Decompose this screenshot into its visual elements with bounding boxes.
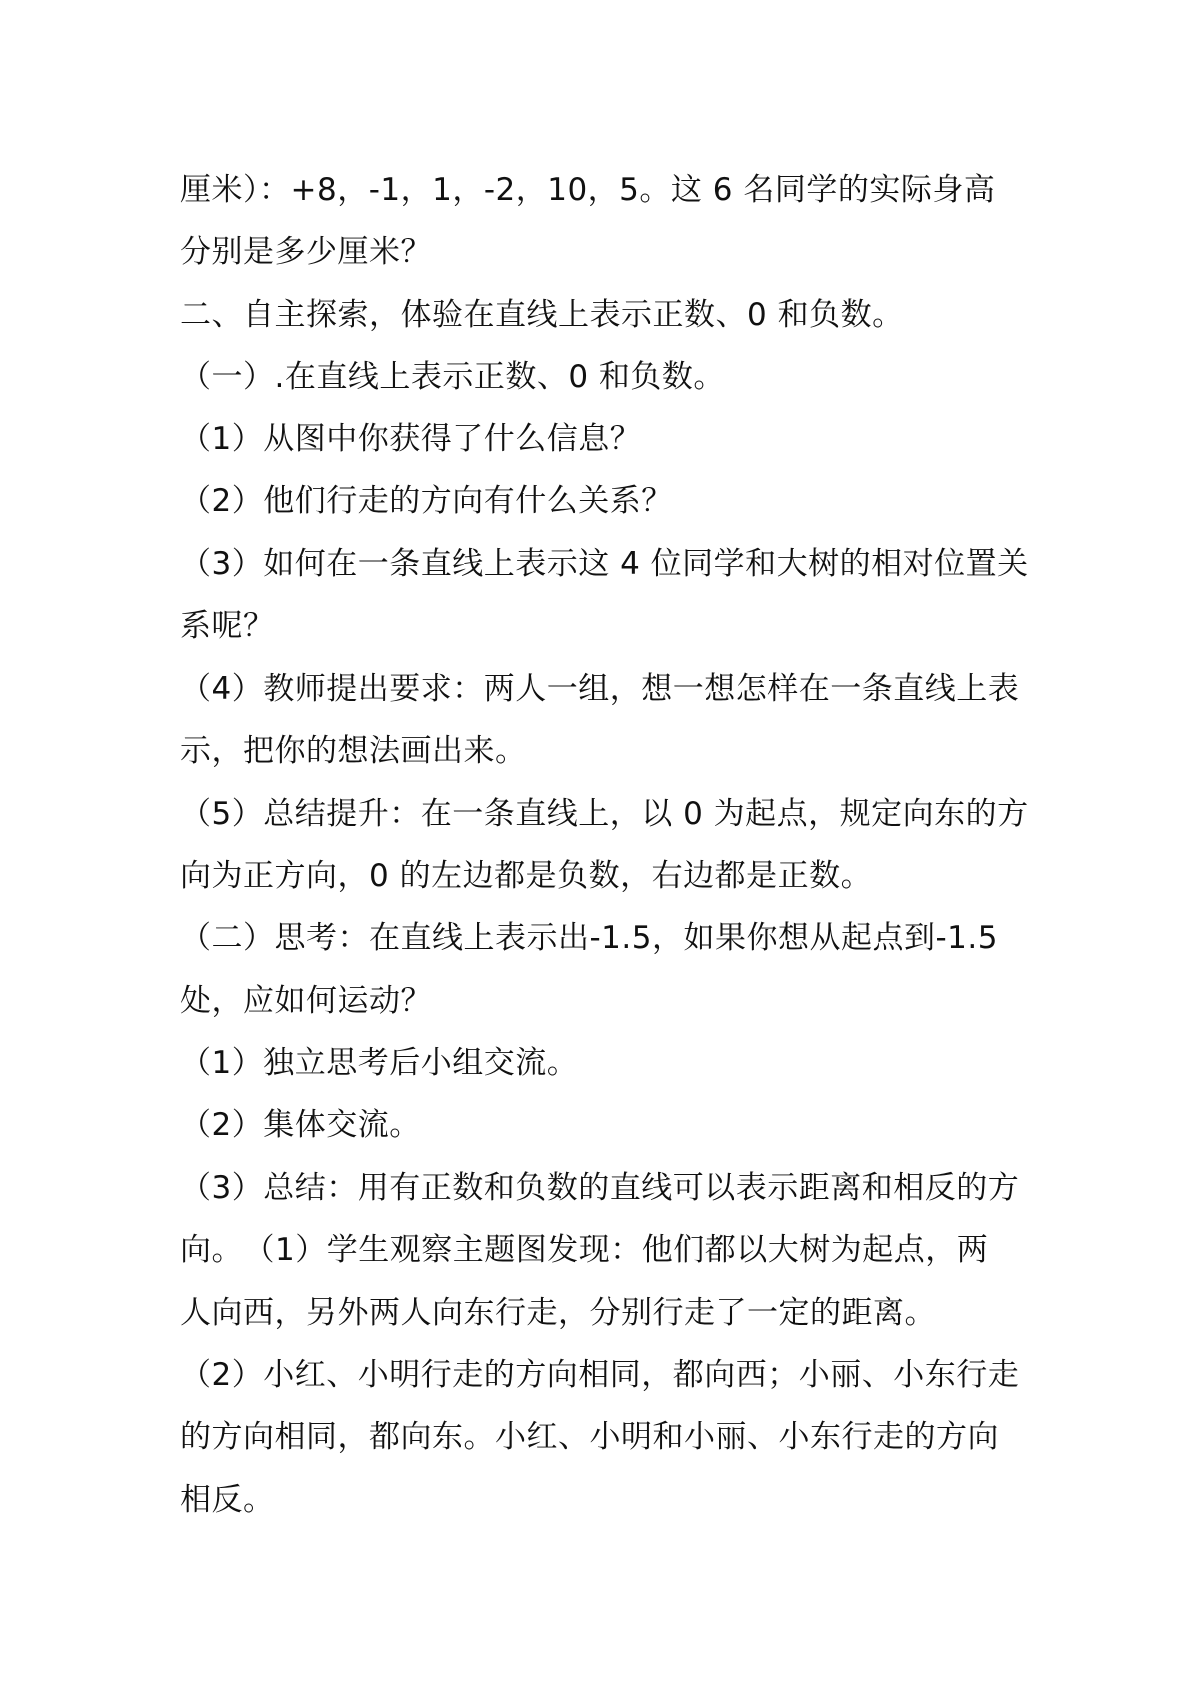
text-line: 的方向相同，都向东。小红、小明和小丽、小东行走的方向: [180, 1419, 999, 1455]
section-heading: 二、自主探索，体验在直线上表示正数、0 和负数。: [180, 297, 904, 333]
text-line: （2）小红、小明行走的方向相同，都向西；小丽、小东行走: [180, 1357, 1020, 1393]
text-line: 示，把你的想法画出来。: [180, 733, 527, 769]
text-line: 系呢？: [180, 608, 275, 644]
text-line: 厘米）：+8，-1，1，-2，10，5。这 6 名同学的实际身高: [180, 172, 996, 208]
text-line: 相反。: [180, 1482, 275, 1518]
subsection-heading: （一）.在直线上表示正数、0 和负数。: [180, 359, 725, 395]
text-line: 处，应如何运动？: [180, 983, 432, 1019]
text-line: （2）他们行走的方向有什么关系？: [180, 483, 673, 519]
text-line: （4）教师提出要求：两人一组，想一想怎样在一条直线上表: [180, 671, 1020, 707]
text-line: （3）总结：用有正数和负数的直线可以表示距离和相反的方: [180, 1170, 1020, 1206]
text-line: （1）独立思考后小组交流。: [180, 1045, 579, 1081]
text-line: （5）总结提升：在一条直线上，以 0 为起点，规定向东的方: [180, 796, 1029, 832]
text-line: 向为正方向，0 的左边都是负数，右边都是正数。: [180, 858, 873, 894]
text-line: （2）集体交流。: [180, 1107, 421, 1143]
text-line: 人向西，另外两人向东行走，分别行走了一定的距离。: [180, 1295, 936, 1331]
text-line: （3）如何在一条直线上表示这 4 位同学和大树的相对位置关: [180, 546, 1029, 582]
text-line: 分别是多少厘米？: [180, 234, 432, 270]
subsection-heading: （二）思考：在直线上表示出-1.5，如果你想从起点到-1.5: [180, 920, 998, 956]
text-line: （1）从图中你获得了什么信息？: [180, 421, 642, 457]
text-line: 向。 （1）学生观察主题图发现：他们都以大树为起点，两: [180, 1232, 989, 1268]
